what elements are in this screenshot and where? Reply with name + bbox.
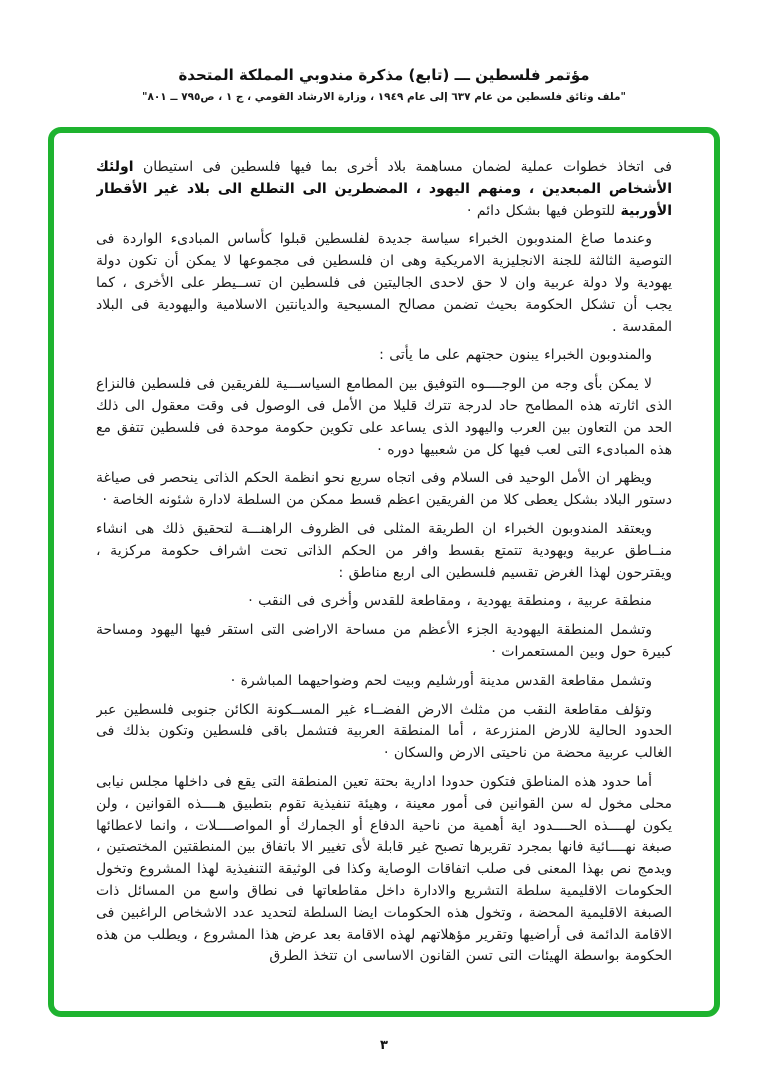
paragraph-text: أما حدود هذه المناطق فتكون حدودا ادارية بحتة تعين المنطقة التى يقع فى داخلها مجلس نيابى محلى مخول له سن القوانين فى أمور معينة ، وهيئة تنفيذية تقوم بتطبيق هــــذه القوانين ، ولن يكون لهــــذه الحــــدود اية أهمية من ناحية الدفاع أو الجمارك أو المواصــــلات ، وانما لاعطائها صبغة نهــــائية فانها بمجرد تقريرها تصبح غير قابلة لأى تغيير الا باتفاق بين المنطقتين المختصتين ، ويدمج نص بهذا المعنى فى صلب اتفاقات الوصاية وكذا فى الوثيقة التنفيذية لهذا المشروع وتخول الحكومات الاقليمية سلطة التشريع والادارة داخل مقاطعاتها فى نطاق واسع من المسائل ذات الصبغة الاقليمية المحضة ، وتخول هذه الحكومات ايضا السلطة لتحديد عدد الاشخاص الراغبين فى الاقامة الدائمة فى أراضيها وتقرير مؤهلاتهم لهذه الاقامة بعد عرض هذا المشروع ، ويطلب من هذه الحكومة بواسطة الهيئات التى تسن القانون الاساسى ان تتخذ الطرق bbox=[96, 773, 672, 965]
paragraph bbox=[96, 229, 672, 338]
paragraph-text: لا يمكن بأى وجه من الوجــــوه التوفيق بين المطامع السياســـية للفريقين فى فلسطين فالنزاع الذى اثارته هذه المطامح حاد لدرجة تترك قليلا من الأمل فى الوصول فى وقت معقول الى ذلك الحد من التعاون بين العرب واليهود الذى يساعد على تكوين حكومة موحدة فى فلسطين تتفق مع هذه المبادىء التى لعب فيها كل من شعبيها دوره · bbox=[96, 376, 672, 458]
paragraph bbox=[96, 700, 672, 765]
paragraph bbox=[96, 374, 672, 461]
page-header bbox=[0, 66, 768, 103]
paragraph-text: منطقة عربية ، ومنطقة يهودية ، ومقاطعة للقدس وأخرى فى النقب · bbox=[248, 593, 652, 610]
document-body bbox=[96, 157, 672, 1007]
paragraph-text: فى اتخاذ خطوات عملية لضمان مساهمة بلاد أخرى بما فيها فلسطين فى استيطان bbox=[133, 159, 672, 175]
paragraph bbox=[96, 620, 672, 664]
paragraph bbox=[96, 519, 672, 584]
document-title: مؤتمر فلسطين ـــ (تابع) مذكرة مندوبي المملكة المتحدة bbox=[178, 66, 590, 84]
paragraph bbox=[96, 345, 672, 367]
paragraph-text: وتؤلف مقاطعة النقب من مثلث الارض الفضــاء غير المســكونة الكائن جنوبى فلسطين عبر الحدود الحالية للارض المنزرعة ، أما المنطقة العربية فتشمل باقى فلسطين وتكون بذلك فى الغالب عربية محضة من ناحيتى الارض والسكان · bbox=[96, 701, 672, 762]
paragraph-text: وعندما صاغ المندوبون الخبراء سياسة جديدة لفلسطين قبلوا كأساس المبادىء الواردة فى التوصية الثالثة للجنة الانجليزية الامريكية وهى ان فلسطين فى مجموعها لا يمكن أن تكون دولة يهودية ولا دولة عربية وان لا حق لاحدى الجاليتين فى فلسطين ان تســيطر على الأخرى ، كما يجب أن تشكل الحكومة بحيث تضمن مصالح المسيحية والديانتين الاسلامية واليهودية فى البلاد المقدسة . bbox=[96, 231, 672, 335]
paragraph-text-bold: اولئك الأشخاص المبعدين ، ومنهم اليهود ، المضطرين الى التطلع الى بلاد غير الأقطار الأوربية bbox=[96, 159, 672, 219]
paragraph-text: وتشمل مقاطعة القدس مدينة أورشليم وبيت لحم وضواحيهما المباشرة · bbox=[230, 672, 652, 689]
document-source-citation: "ملف وثائق فلسطين من عام ٦٣٧ إلى عام ١٩٤٩ ، وزارة الارشاد القومي ، ج ١ ، ص٧٩٥ ــ ٨٠١" bbox=[141, 91, 627, 103]
paragraph-text: ويظهر ان الأمل الوحيد فى السلام وفى اتجاه سريع نحو انظمة الحكم الذاتى ينحصر فى صياغة دستور البلاد بشكل يعطى كلا من الفريقين اعظم قسط ممكن من السلطة لادارة شئونه الخاصة · bbox=[96, 470, 672, 509]
paragraph-text: والمندوبون الخبراء يبنون حجتهم على ما يأتى : bbox=[379, 347, 652, 364]
paragraph-text: ويعتقد المندوبون الخبراء ان الطريقة المثلى فى الظروف الراهنـــة لتحقيق ذلك هى انشاء منــاطق عربية ويهودية تتمتع بقسط وافر من الحكم الذاتى تحت اشراف حكومة مركزية ، ويقترحون لهذا الغرض تقسيم فلسطين الى اربع مناطق : bbox=[96, 520, 672, 581]
paragraph-text: للتوطن فيها بشكل دائم · bbox=[466, 202, 621, 219]
paragraph bbox=[96, 772, 672, 968]
page-number: ٣ bbox=[380, 1038, 388, 1053]
paragraph bbox=[96, 157, 672, 222]
paragraph bbox=[96, 671, 672, 693]
paragraph bbox=[96, 591, 672, 613]
paragraph bbox=[96, 468, 672, 512]
paragraph-text: وتشمل المنطقة اليهودية الجزء الأعظم من مساحة الاراضى التى استقر فيها اليهود ومساحة كبيرة حول وبين المستعمرات · bbox=[96, 622, 672, 660]
